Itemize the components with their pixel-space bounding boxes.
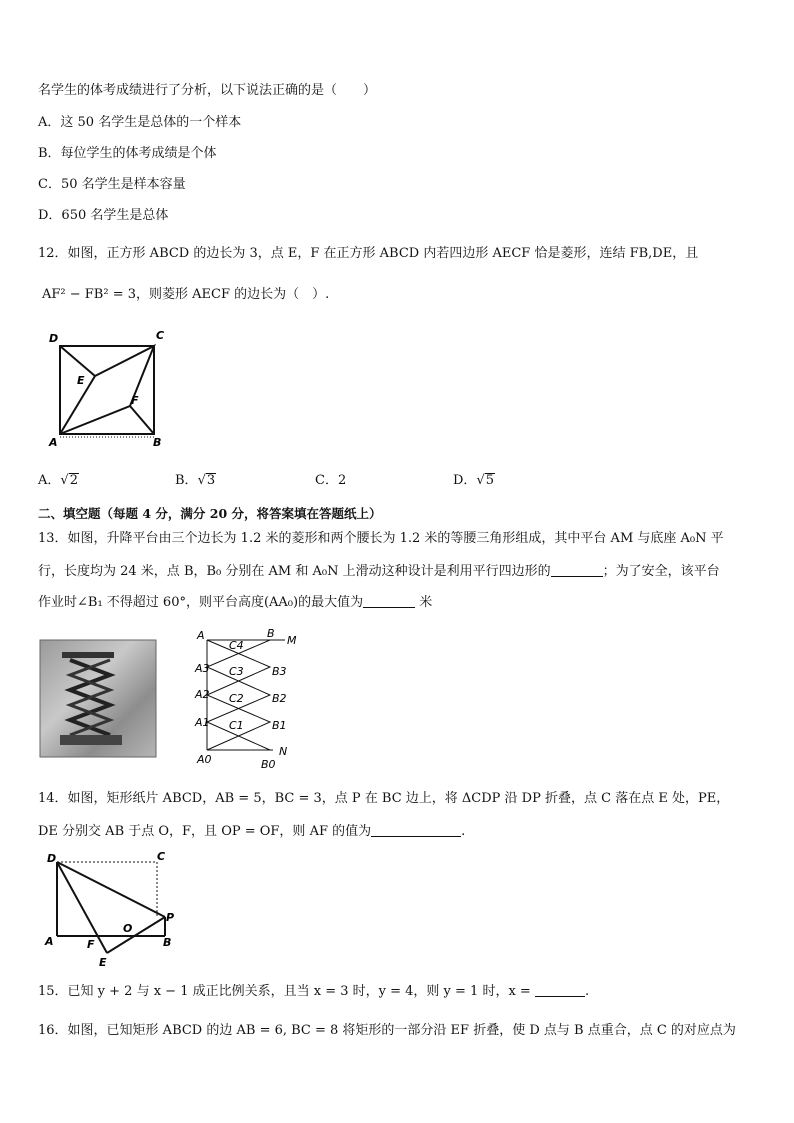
label-c: C	[157, 850, 166, 863]
q12-figure	[45, 328, 175, 448]
label-b3: B3	[272, 665, 287, 678]
label-o: O	[123, 922, 133, 935]
label-e: E	[99, 956, 107, 969]
label-a1: A1	[195, 716, 210, 729]
label-p: P	[166, 911, 175, 924]
q16-line: 16．如图，已知矩形 ABCD 的边 AB = 6, BC = 8 将矩形的一部分沿 EF 折叠，使 D 点与 B 点重合，点 C 的对应点为	[38, 1023, 736, 1038]
q11-option-d: D．650 名学生是总体	[38, 208, 169, 223]
q13-line2: 行，长度均为 24 米，点 B，B₀ 分别在 AM 和 A₀N 上滑动这种设计是利用平行四边形的 ；为了安全，该平台	[38, 564, 720, 579]
label-a: A	[197, 629, 205, 642]
q13-figure	[195, 627, 315, 771]
q12-line2: AF² − FB² = 3，则菱形 AECF 的边长为（ ）.	[42, 287, 330, 302]
q13-line3: 作业时∠B₁ 不得超过 60°，则平台高度(AA₀)的最大值为 米	[38, 595, 433, 610]
q11-option-b: B．每位学生的体考成绩是个体	[38, 146, 217, 161]
lift-platform-photo	[40, 640, 156, 757]
q14-blank[interactable]	[371, 822, 461, 837]
q12-line1: 12．如图，正方形 ABCD 的边长为 3，点 E，F 在正方形 ABCD 内若四边形 AECF 恰是菱形，连结 FB,DE，且	[38, 246, 699, 261]
label-c1: C1	[229, 719, 244, 732]
q11-text: 名学生的体考成绩进行了分析，以下说法正确的是（ ）	[38, 83, 377, 98]
q13-blank-2[interactable]	[363, 593, 415, 608]
label-a2: A2	[195, 688, 210, 701]
q14-line2: DE 分别交 AB 于点 O，F，且 OP = OF，则 AF 的值为 .	[38, 824, 466, 839]
q15-blank[interactable]	[535, 982, 585, 997]
label-b0: B0	[261, 758, 276, 771]
label-c2: C2	[229, 692, 244, 705]
section-title: 二、填空题（每题 4 分，满分 20 分，将答案填在答题纸上）	[38, 506, 382, 521]
label-c3: C3	[229, 665, 244, 678]
q12-option-d: D．√5	[453, 473, 495, 488]
q15-line: 15．已知 y + 2 与 x − 1 成正比例关系，且当 x = 3 时，y = 4，则 y = 1 时，x = .	[38, 984, 590, 999]
q12-option-c: C．2	[315, 473, 347, 488]
label-f: F	[87, 938, 95, 951]
label-n: N	[279, 745, 288, 758]
q12-option-a: A．√2	[38, 473, 78, 488]
q14-line1: 14．如图，矩形纸片 ABCD，AB = 5，BC = 3，点 P 在 BC 边上，将 ΔCDP 沿 DP 折叠，点 C 落在点 E 处，PE，	[38, 791, 730, 806]
q13-blank-1[interactable]	[551, 562, 603, 577]
label-a3: A3	[195, 662, 210, 675]
q12-option-b: B．√3	[175, 473, 216, 488]
label-f: F	[131, 394, 139, 407]
label-b: B	[267, 627, 275, 640]
label-d: D	[49, 332, 59, 345]
label-c: C	[156, 329, 165, 342]
q11-option-a: A．这 50 名学生是总体的一个样本	[38, 115, 242, 130]
label-c4: C4	[229, 639, 244, 652]
label-a0: A0	[197, 753, 212, 766]
label-a: A	[49, 436, 58, 449]
label-a: A	[45, 935, 54, 948]
q11-option-c: C．50 名学生是样本容量	[38, 177, 186, 192]
q14-figure	[45, 850, 185, 970]
label-b: B	[163, 936, 172, 949]
label-m: M	[287, 634, 297, 647]
label-d: D	[47, 852, 57, 865]
label-b2: B2	[272, 692, 287, 705]
q13-line1: 13．如图，升降平台由三个边长为 1.2 米的菱形和两个腰长为 1.2 米的等腰三角形组成，其中平台 AM 与底座 A₀N 平	[38, 531, 724, 546]
label-b1: B1	[272, 719, 287, 732]
label-b: B	[153, 436, 162, 449]
label-e: E	[77, 374, 85, 387]
